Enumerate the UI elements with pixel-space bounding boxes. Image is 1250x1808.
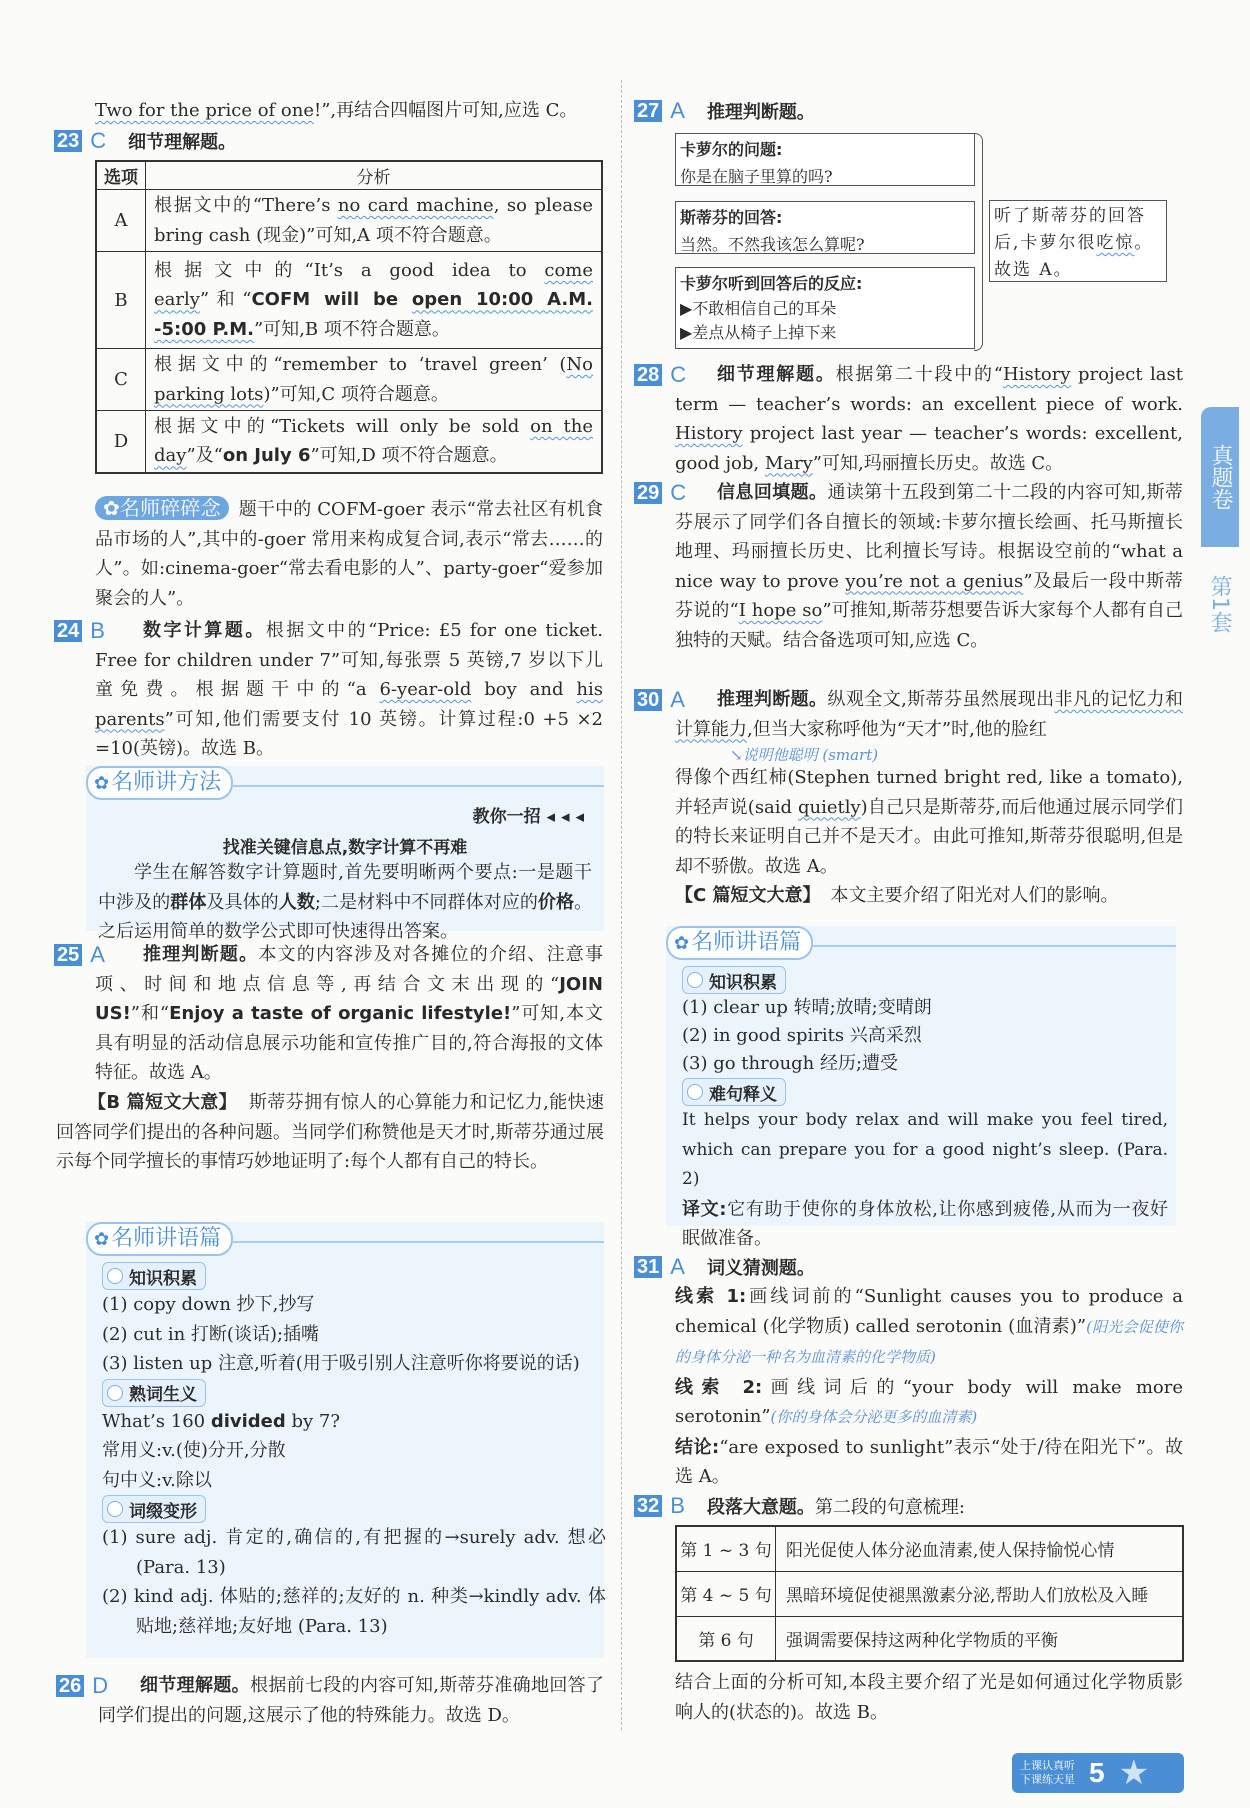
clue-text: 画线词前的“Sunlight causes you to produce a chemical (化学物质) called serotonin (血清素)” <box>675 1286 1183 1337</box>
question-number: 32 <box>634 1495 662 1517</box>
analysis-cell <box>146 349 603 411</box>
summary-cell: 强调需要保持这两种化学物质的平衡 <box>776 1616 1184 1661</box>
text-segment: his parents <box>95 679 604 730</box>
affix-item: (2) kind adj. 体贴的;慈祥的;友好的 n. 种类→kindly adv. 体贴地;慈祥地;友好地 (Para. 13) <box>102 1586 606 1637</box>
question-26-text <box>98 1671 604 1730</box>
conclusion-label: 结论: <box>675 1436 720 1458</box>
clue-1 <box>675 1282 1183 1373</box>
answer-letter: B <box>90 618 105 643</box>
slogan-line: 下课练天星 <box>1020 1773 1075 1786</box>
summary-cell: 黑暗环境促使褪黑激素分泌,帮助人们放松及入睡 <box>776 1571 1184 1616</box>
table-row <box>96 252 602 349</box>
clue-2 <box>675 1373 1183 1433</box>
summary-cell: 阳光促使人体分泌血清素,使人保持愉悦心情 <box>776 1526 1184 1571</box>
knowledge-pill <box>682 966 786 994</box>
text-segment: project last year — teacher’s words: excellent, good job, <box>675 423 1183 474</box>
knowledge-item: (1) copy down 抄下,抄写 <box>102 1294 315 1315</box>
question-number: 24 <box>54 620 82 642</box>
method-heading: 找准关键信息点,数字计算不再难 <box>222 838 468 858</box>
passage-c-summary <box>675 881 1183 911</box>
question-30-text-cont <box>675 763 1183 881</box>
method-header <box>86 766 604 800</box>
text-segment: )”可知,C 项符合题意。 <box>263 383 449 405</box>
conclusion-text: “are exposed to sunlight”表示“处于/待在阳光下”。故选 A。 <box>675 1436 1183 1487</box>
text-segment: 根据第二十段中的“ <box>835 364 1003 385</box>
text-segment: ”可知,他们需要支付 10 英镑。计算过程:0 +5 ×2 =10(英镑)。故选 B。 <box>95 708 603 759</box>
question-type: 词义猜测题。 <box>706 1258 815 1279</box>
table-header: 选项 <box>96 161 146 190</box>
table-row <box>96 349 602 411</box>
text-segment: ”可知,D 项不符合题意。 <box>310 445 508 467</box>
text-segment: No parking lots <box>154 354 593 405</box>
text-segment: 纵观全文,斯蒂芬虽然展现出 <box>827 689 1055 710</box>
answer-letter: C <box>670 480 687 505</box>
text-segment: , so please bring cash (现金)”可知,A 项不符合题意。 <box>154 195 593 246</box>
chatter-badge <box>95 496 229 520</box>
section-title-text: 名师讲语篇 <box>691 930 802 955</box>
language-box-b <box>86 1222 604 1658</box>
text-segment: ”和“ <box>199 289 252 311</box>
example-sentence <box>102 1407 604 1437</box>
knowledge-pill <box>102 1262 206 1290</box>
question-number: 31 <box>634 1256 662 1278</box>
question-27-header <box>634 96 815 126</box>
text-segment: COFM will be <box>251 289 412 311</box>
question-24-text <box>95 616 603 764</box>
text-segment: no card machine <box>337 195 494 216</box>
answer-letter: D <box>92 1673 109 1698</box>
answer-letter: A <box>90 942 105 967</box>
text-segment: 。之后运用简单的数学公式即可快速得出答案。 <box>98 891 593 942</box>
bulb-icon <box>687 972 703 988</box>
stephen-answer-box <box>675 201 975 254</box>
text-segment: 学生在解答数字计算题时,首先要明晰两个要点:一是题干中涉及的 <box>98 862 592 913</box>
question-type: 段落大意题。 <box>706 1497 815 1518</box>
question-23-header <box>54 126 236 156</box>
handwritten-note: (你的身体会分泌更多的血清素) <box>770 1408 978 1426</box>
section-title <box>666 926 813 960</box>
text-segment: open 10:00 A.M. -5:00 P.M. <box>154 289 593 340</box>
option-cell: C <box>96 349 146 411</box>
question-32-conclusion: 结合上面的分析可知,本段主要介绍了光是如何通过化学物质影响人的(状态的)。故选 B。 <box>675 1672 1183 1723</box>
box-title: 卡萝尔的问题: <box>680 140 783 159</box>
text-segment: Enjoy a taste of organic lifestyle! <box>169 1003 512 1024</box>
question-25-text <box>95 940 603 1088</box>
question-number: 30 <box>634 689 662 711</box>
range-cell: 第 4 ~ 5 句 <box>676 1571 776 1616</box>
text-segment: JOIN US! <box>95 973 603 1024</box>
text-segment: 根据文中的“It’s a good idea to <box>154 259 545 281</box>
answer-letter: A <box>670 98 685 123</box>
answer-letter: A <box>670 687 685 712</box>
handwritten-note: ↘说明他聪明 (smart) <box>730 746 879 764</box>
section-title-text: 名师讲方法 <box>111 770 222 795</box>
text-segment: ;二是材料中不同群体对应的 <box>314 891 538 913</box>
text-segment: 6-year-old <box>379 679 472 700</box>
text-segment: 题干中的 COFM-goer 表示“常去社区有机食品市场的人”,其中的-goer 常用来构成复合词,表示“常去……的人”。如:cinema-goer“常去看电影的人”、party-goer“爱参加聚会的人”。 <box>95 499 603 609</box>
table-row <box>676 1571 1183 1616</box>
language-box-c <box>666 926 1176 1249</box>
table-row <box>96 190 602 252</box>
question-type: 推理判断题。 <box>706 102 815 123</box>
box-text: 当然。不然我该怎么算呢? <box>680 235 865 254</box>
table-row <box>676 1526 1183 1571</box>
text-segment: 根据前七段的内容可知,斯蒂芬准确地回答了同学们提出的问题,这展示了他的特殊能力。故选 D。 <box>98 1675 604 1726</box>
brace <box>974 133 983 351</box>
text-segment: ”可推知,斯蒂芬想要告诉大家每个人都有自己独特的天赋。结合备选项可知,应选 C。 <box>675 600 1184 651</box>
question-30-text <box>675 685 1183 744</box>
handwritten-note: (阳光会促使你的身体分泌一种名为血清素的化学物质) <box>675 1317 1184 1366</box>
pill-label: 难句释义 <box>709 1084 777 1105</box>
question-number: 29 <box>634 482 662 504</box>
question-number: 23 <box>54 130 82 152</box>
text-segment: on July 6 <box>222 445 311 467</box>
translation-text: 它有助于使你的身体放松,让你感到疲倦,从而为一夜好眠做准备。 <box>682 1198 1168 1249</box>
clue-label: 线索 2: <box>675 1376 763 1398</box>
divider <box>233 1241 604 1243</box>
flower-icon: ✿ <box>103 496 120 520</box>
hard-sentence-pill <box>682 1078 786 1106</box>
text-segment: 非凡的记忆力和计算能力 <box>675 689 1183 740</box>
text-segment: History <box>675 423 743 444</box>
reaction-item: ▶差点从椅子上掉下来 <box>680 323 837 342</box>
text-segment: )自己只是斯蒂芬,而后他通过展示同学们的特长来证明自己并不是天才。由此可推知,斯蒂芬很聪明,但是却不骄傲。故选 A。 <box>675 796 1183 877</box>
text-segment: you’re not a genius <box>845 570 1024 592</box>
text-segment: ”及最后一段中斯蒂芬说的“ <box>675 570 1183 621</box>
text-segment: 群体 <box>170 891 207 913</box>
text-segment: 。故选 A。 <box>994 233 1154 280</box>
question-type: 推理判断题。 <box>143 944 259 965</box>
hard-sentence: It helps your body relax and will make you feel tired, which can prepare you for a good night’s sleep. (Para. 2) <box>682 1110 1168 1189</box>
chatter-title: 名师碎碎念 <box>119 496 221 520</box>
carol-question-box <box>675 133 975 186</box>
analysis-table <box>95 160 603 474</box>
option-cell: A <box>96 190 146 252</box>
text-segment: What’s 160 <box>102 1410 211 1432</box>
divider <box>233 785 604 787</box>
text-segment: !”,再结合四幅图片可知,应选 C。 <box>314 100 578 121</box>
text-segment: ”可知,B 项不符合题意。 <box>253 318 450 340</box>
text-segment: quietly <box>797 796 861 818</box>
conclusion-box <box>989 200 1167 282</box>
flower-icon: ✿ <box>94 773 110 794</box>
section-title-text: 名师讲语篇 <box>111 1226 222 1251</box>
affix-item: (1) sure adj. 肯定的,确信的,有把握的→surely adv. 想必 (Para. 13) <box>102 1527 606 1578</box>
text-segment: project last term — teacher’s words: an excellent piece of work. <box>675 364 1184 415</box>
question-29-text <box>675 478 1183 655</box>
side-tab-set-label: 第1套 <box>1207 575 1232 633</box>
text-segment: ”可知,玛丽擅长历史。故选 C。 <box>812 452 1064 474</box>
clue-label: 线索 1: <box>675 1286 747 1307</box>
knowledge-item: (2) in good spirits 兴高采烈 <box>682 1025 922 1046</box>
language-header <box>86 1222 604 1256</box>
side-tab[interactable] <box>1201 407 1239 547</box>
table-row <box>96 411 602 473</box>
question-type: 数字计算题。 <box>143 620 266 641</box>
flower-icon: ✿ <box>94 1229 110 1250</box>
analysis-cell <box>146 252 603 349</box>
clue-text: 画线词后的“your body will make more serotonin” <box>675 1376 1183 1427</box>
question-type: 信息回填题。 <box>717 482 828 503</box>
text-segment: ,但当大家称呼他为“天才”时,他的脸红 <box>747 718 1047 740</box>
question-type: 细节理解题。 <box>128 132 237 153</box>
question-type: 推理判断题。 <box>717 689 828 710</box>
answer-letter: C <box>670 362 687 387</box>
question-31-body <box>675 1282 1183 1492</box>
box-title: 卡萝尔听到回答后的反应: <box>680 274 863 293</box>
text-segment: I hope so <box>738 600 823 621</box>
text-segment: boy and <box>471 679 577 700</box>
conclusion <box>675 1433 1183 1492</box>
question-number: 26 <box>56 1675 84 1697</box>
method-tag: 教你一招 ◂ ◂ ◂ <box>472 807 584 827</box>
pill-label: 词缀变形 <box>129 1501 197 1522</box>
language-header <box>666 926 1176 960</box>
table-row <box>676 1616 1183 1661</box>
slogan <box>1020 1759 1075 1787</box>
knowledge-item: (2) cut in 打断(谈话);插嘴 <box>102 1323 320 1345</box>
text-segment: 根据文中的“Tickets will only be sold <box>154 415 531 437</box>
text-segment: Mary <box>764 452 813 474</box>
text-segment: ”及“ <box>186 445 223 467</box>
sentence-meaning: 句中义:v.除以 <box>102 1469 212 1491</box>
new-meaning-pill <box>102 1379 206 1407</box>
bulb-icon <box>107 1385 123 1401</box>
knowledge-item: (3) listen up 注意,听着(用于吸引别人注意听你将要说的话) <box>102 1353 580 1374</box>
question-28-text <box>675 360 1183 478</box>
column-divider <box>621 80 622 1730</box>
question-intro: 第二段的句意梳理: <box>814 1497 966 1518</box>
option-cell: D <box>96 411 146 473</box>
text-segment: 本文的内容涉及对各摊位的介绍、注意事项、时间和地点信息等,再结合文末出现的“ <box>95 944 604 995</box>
question-32-header <box>634 1491 965 1521</box>
summary-label: 【C 篇短文大意】 <box>675 885 821 906</box>
knowledge-item: (1) clear up 转晴;放晴;变晴朗 <box>682 997 932 1018</box>
text-segment: 听了斯蒂芬的回答后,卡萝尔很 <box>994 206 1146 253</box>
pill-label: 知识积累 <box>129 1268 197 1289</box>
text-segment: 及具体的 <box>206 891 279 913</box>
bulb-icon <box>107 1501 123 1517</box>
translation-label: 译文: <box>682 1198 727 1220</box>
analysis-cell <box>146 190 603 252</box>
question-31-header <box>634 1252 815 1282</box>
text-segment: 吃惊 <box>1096 233 1135 253</box>
question-number: 27 <box>634 100 662 122</box>
passage-b-summary <box>56 1088 604 1177</box>
affix-pill <box>102 1495 206 1523</box>
text-segment: History <box>1003 364 1071 385</box>
page-number-badge <box>1012 1753 1184 1793</box>
summary-label: 【B 篇短文大意】 <box>88 1092 238 1113</box>
text-segment: 根据文中的“There’s <box>154 195 338 216</box>
teacher-chatter <box>95 494 603 613</box>
text-segment: 根据文中的“remember to ‘travel green’ ( <box>154 354 567 375</box>
box-text: 你是在脑子里算的吗? <box>680 167 833 186</box>
summary-text: 斯蒂芬拥有惊人的心算能力和记忆力,能快速回答同学们提出的各种问题。当同学们称赞他是天才时,斯蒂芬通过展示每个同学擅长的事情巧妙地证明了:每个人都有自己的特长。 <box>56 1092 604 1172</box>
section-title <box>86 1222 233 1256</box>
text-segment: by 7? <box>285 1410 341 1432</box>
text-segment: come early <box>154 259 593 311</box>
sentence-table <box>675 1525 1184 1662</box>
section-title <box>86 766 233 800</box>
range-cell: 第 1 ~ 3 句 <box>676 1526 776 1571</box>
text-segment: 通读第十五段到第二十二段的内容可知,斯蒂芬展示了同学们各自擅长的领域:卡萝尔擅长绘画、托马斯擅长地理、玛丽擅长历史、比利擅长写诗。根据设空前的“what a nice way to prove <box>675 482 1183 592</box>
slogan-line: 上课认真听 <box>1020 1759 1075 1772</box>
text-segment: ”和“ <box>130 1003 170 1024</box>
star-mascot-icon: ★ <box>1118 1753 1150 1793</box>
question-number: 28 <box>634 364 662 386</box>
translation <box>682 1195 1168 1254</box>
page-number: 5 <box>1089 1757 1105 1788</box>
option-cell: B <box>96 252 146 349</box>
bulb-icon <box>107 1268 123 1284</box>
pill-label: 熟词生义 <box>129 1385 197 1405</box>
summary-text: 本文主要介绍了阳光对人们的影响。 <box>830 885 1119 906</box>
question-number: 25 <box>54 944 82 966</box>
text-segment: 价格 <box>537 891 575 913</box>
text-segment: divided <box>210 1410 286 1432</box>
method-text <box>86 858 604 947</box>
text-segment: 得像个西红柿(Stephen turned bright red, like a tomato),并轻声说(said <box>675 767 1183 818</box>
range-cell: 第 6 句 <box>676 1616 776 1661</box>
box-title: 斯蒂芬的回答: <box>680 208 783 227</box>
explanation <box>675 482 1183 651</box>
bulb-icon <box>687 1084 703 1100</box>
text-segment: on the day <box>154 415 593 467</box>
answer-letter: B <box>670 1493 685 1518</box>
flower-icon: ✿ <box>674 933 690 954</box>
side-tab-label: 真题卷 <box>1208 444 1233 510</box>
analysis-cell <box>146 411 603 473</box>
method-box <box>86 766 604 942</box>
divider <box>813 945 1176 947</box>
text-segment: 根据文中的“Price: £5 for one ticket. Free for children under 7”可知,每张票 5 英镑,7 岁以下儿童免费。根据题干中的“a <box>95 620 603 700</box>
intro-line <box>95 96 605 126</box>
text-segment: 人数 <box>278 891 315 913</box>
carol-reaction-box <box>675 267 975 349</box>
reaction-item: ▶不敢相信自己的耳朵 <box>680 299 837 318</box>
pill-label: 知识积累 <box>709 972 777 993</box>
answer-letter: A <box>670 1254 685 1279</box>
text-segment: ”可知,本文具有明显的活动信息展示功能和宣传推广目的,符合海报的文体特征。故选 A。 <box>95 1003 603 1083</box>
knowledge-item: (3) go through 经历;遭受 <box>682 1053 899 1074</box>
common-meaning: 常用义:v.(使)分开,分散 <box>102 1440 286 1461</box>
question-type: 细节理解题。 <box>140 1675 250 1696</box>
text-segment: Two for the price of one <box>95 100 314 121</box>
question-type: 细节理解题。 <box>717 364 836 385</box>
answer-letter: C <box>90 128 107 153</box>
side-tab-set <box>1205 575 1235 633</box>
table-header: 分析 <box>146 161 603 190</box>
